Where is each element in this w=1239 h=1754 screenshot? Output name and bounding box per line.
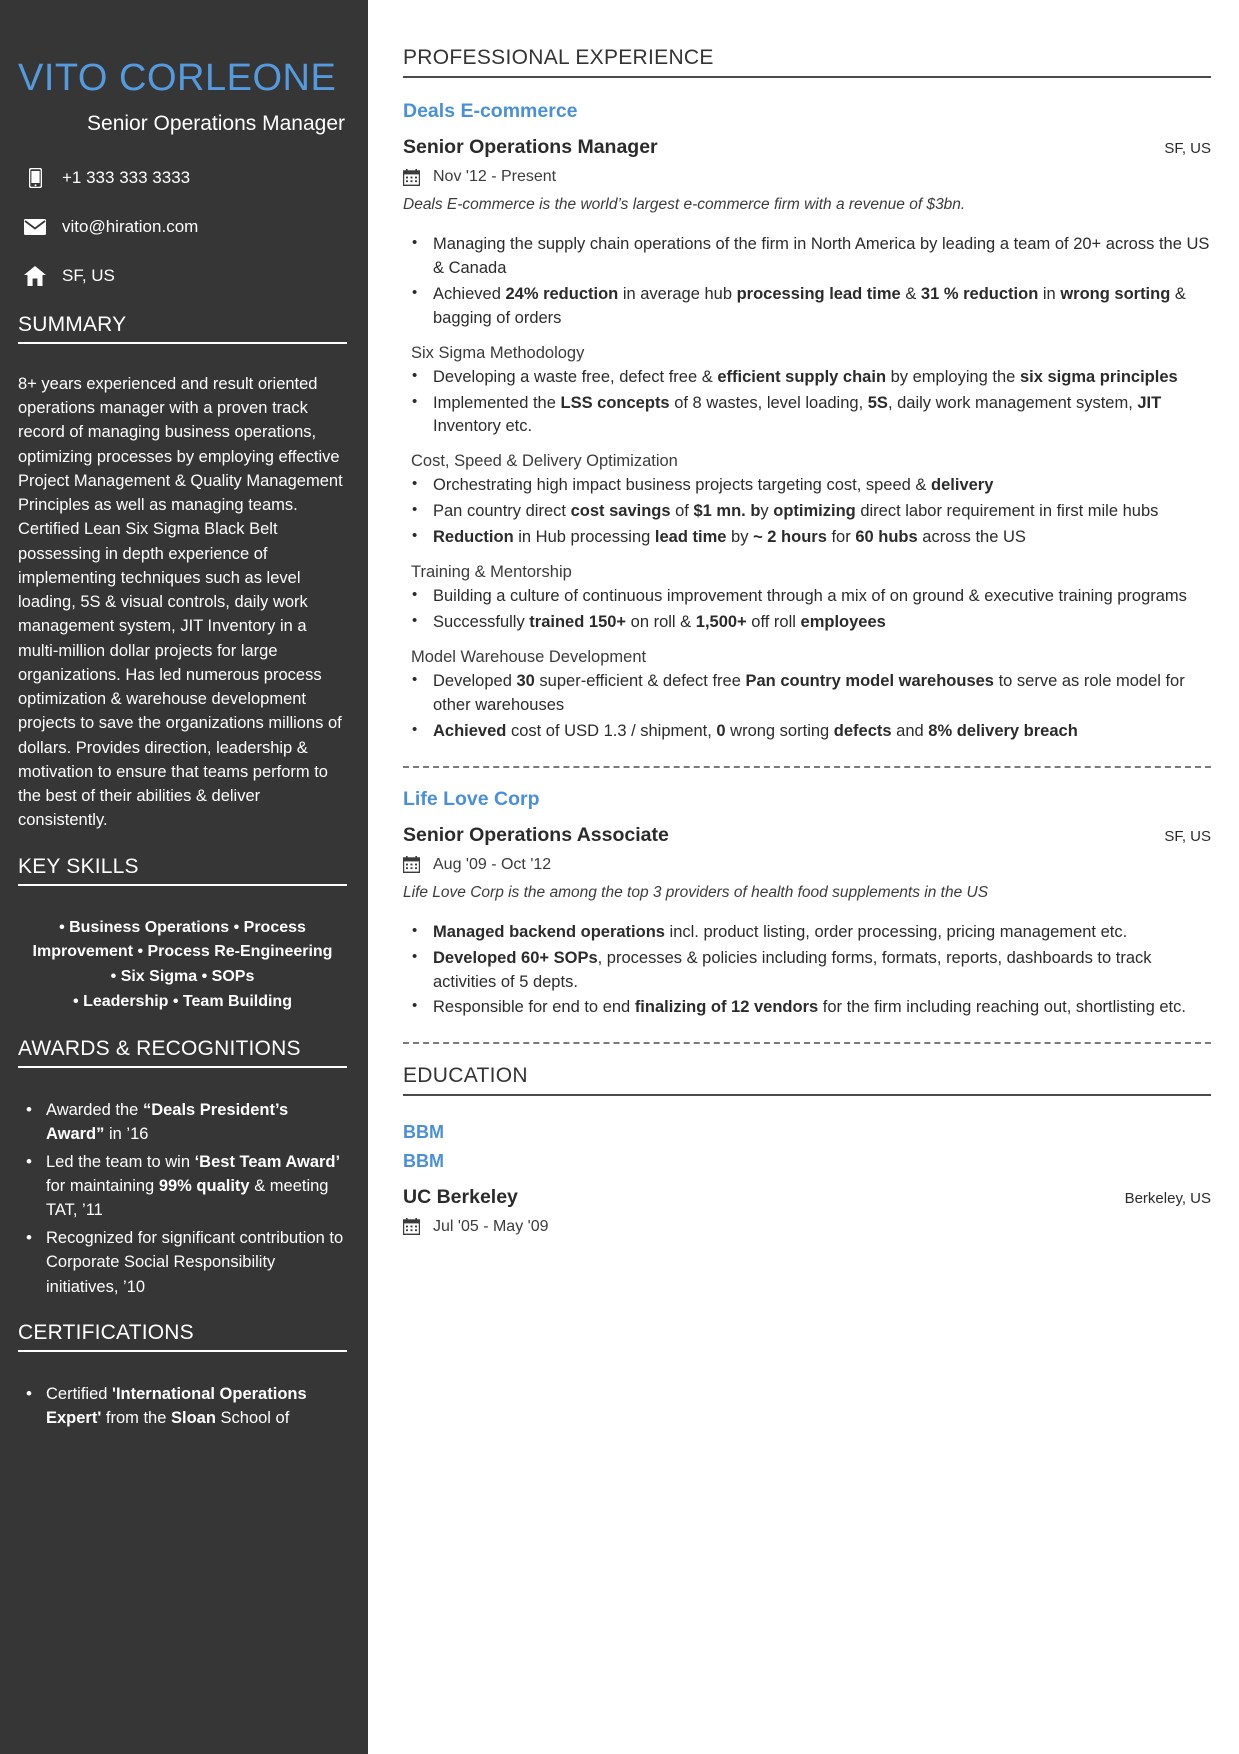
experience-divider — [403, 76, 1211, 78]
education-entry — [403, 1118, 1211, 1236]
awards-heading: AWARDS & RECOGNITIONS — [18, 1036, 301, 1060]
bullet-list — [403, 670, 1211, 744]
company-description: Life Love Corp is the among the top 3 providers of health food supplements in the US — [403, 883, 989, 901]
bullet-group-heading: Training & Mentorship — [411, 563, 572, 582]
summary-divider — [18, 342, 347, 344]
contact-location[interactable] — [18, 264, 347, 288]
date-row — [403, 856, 1211, 874]
location-text: SF, US — [62, 265, 115, 285]
role-title: Senior Operations Manager — [403, 136, 658, 158]
bullet-list — [403, 474, 1211, 550]
calendar-icon — [403, 1218, 421, 1235]
date-range: Aug '09 - Oct '12 — [433, 855, 552, 873]
list-item: • Successfully trained 150+ on roll & 1,500+ off roll employees — [403, 611, 1211, 635]
experience-entry — [403, 100, 1211, 768]
list-item: • Orchestrating high impact business projects targeting cost, speed & delivery — [403, 474, 1211, 498]
role-location: SF, US — [1164, 827, 1211, 845]
role-row — [403, 824, 1211, 847]
company-name: Deals E-commerce — [403, 100, 578, 122]
company-description: Deals E-commerce is the world’s largest e-commerce firm with a revenue of $3bn. — [403, 196, 966, 213]
date-range: Nov '12 - Present — [433, 168, 557, 185]
education-divider — [403, 1094, 1211, 1096]
certifications-heading: CERTIFICATIONS — [18, 1320, 194, 1344]
contact-phone[interactable] — [18, 166, 347, 190]
list-item: • Certified 'International Operations Expert' from the Sloan School of — [18, 1382, 347, 1431]
education-heading: EDUCATION — [403, 1064, 528, 1088]
date-row — [403, 1218, 1211, 1236]
role-row — [403, 136, 1211, 159]
home-icon — [18, 266, 52, 286]
key-skills-divider — [18, 884, 347, 886]
bullet-list — [403, 921, 1211, 1021]
summary-text: 8+ years experienced and result oriented operations manager with a proven track record of managing business operations, optimizing processes by employing effective Project Management & Quality Management Principles as well as managing teams. Certified Lean Six Sigma Black Belt possessing in depth experience of implementing techniques such as level loading, 5S & visual controls, daily work management system, JIT Inventory in a multi-million dollar projects for large organizations. Has led numerous process optimization & warehouse development projects to save the organizations millions of dollars. Provides direction, leadership & motivation to ensure that teams perform to the best of their abilities & deliver consistently. — [18, 374, 343, 830]
key-skill-line: • Business Operations • Process — [59, 918, 306, 936]
certifications-list — [18, 1382, 347, 1431]
bullet-group-heading: Model Warehouse Development — [411, 647, 647, 666]
bullet-list — [403, 366, 1211, 440]
experience-heading: PROFESSIONAL EXPERIENCE — [403, 46, 714, 69]
key-skills-list — [18, 914, 347, 1015]
experience-entry — [403, 788, 1211, 1045]
list-item: • Managing the supply chain operations of the firm in North America by leading a team of 20+ across the US & Canada — [403, 233, 1211, 281]
awards-list — [18, 1098, 347, 1299]
awards-divider — [18, 1066, 347, 1068]
bullet-group-heading: Cost, Speed & Delivery Optimization — [411, 452, 678, 471]
role-title: Senior Operations Associate — [403, 823, 669, 846]
envelope-icon — [18, 219, 52, 235]
sidebar — [0, 0, 368, 1754]
list-item: • Developed 60+ SOPs, processes & policies including forms, formats, reports, dashboards to track activities of 5 depts. — [403, 947, 1211, 995]
key-skills-heading: KEY SKILLS — [18, 854, 139, 878]
company-name: Life Love Corp — [403, 787, 540, 810]
list-item: • Achieved cost of USD 1.3 / shipment, 0 wrong sorting defects and 8% delivery breach — [403, 720, 1211, 744]
list-item: • Reduction in Hub processing lead time by ~ 2 hours for 60 hubs across the US — [403, 526, 1211, 550]
school-location: Berkeley, US — [1124, 1189, 1211, 1207]
candidate-name: VITO CORLEONE — [18, 57, 337, 99]
key-skill-line: • Leadership • Team Building — [73, 992, 292, 1010]
key-skill-line: Improvement • Process Re-Engineering — [32, 943, 333, 961]
education-list — [403, 1118, 1211, 1236]
school-name: UC Berkeley — [403, 1185, 518, 1208]
certifications-section — [18, 1321, 347, 1431]
awards-section — [18, 1037, 347, 1299]
summary-section — [18, 313, 347, 833]
list-item: • Implemented the LSS concepts of 8 wastes, level loading, 5S, daily work management system, JIT Inventory etc. — [403, 392, 1211, 440]
list-item: • Led the team to win ‘Best Team Award’ for maintaining 99% quality & meeting TAT, ’11 — [18, 1150, 347, 1223]
bullet-list — [403, 233, 1211, 331]
list-item: • Achieved 24% reduction in average hub processing lead time & 31 % reduction in wrong sorting & bagging of orders — [403, 283, 1211, 331]
list-item: • Awarded the “Deals President’s Award” in ’16 — [18, 1098, 347, 1147]
bullet-group-heading: Six Sigma Methodology — [411, 343, 585, 362]
candidate-job-title: Senior Operations Manager — [87, 111, 345, 135]
email-text: vito@hiration.com — [62, 216, 199, 236]
experience-list — [403, 100, 1211, 1044]
list-item: • Building a culture of continuous improvement through a mix of on ground & executive training programs — [403, 585, 1211, 609]
list-item: • Recognized for significant contribution to Corporate Social Responsibility initiatives, ’10 — [18, 1226, 347, 1299]
list-item: • Developed 30 super-efficient & defect free Pan country model warehouses to serve as role model for other warehouses — [403, 670, 1211, 718]
section-separator — [403, 1042, 1211, 1044]
contact-list — [18, 166, 347, 288]
list-item: • Responsible for end to end finalizing of 12 vendors for the firm including reaching out, shortlisting etc. — [403, 996, 1211, 1020]
bullet-list — [403, 585, 1211, 635]
summary-heading: SUMMARY — [18, 312, 127, 336]
certifications-divider — [18, 1350, 347, 1352]
role-location: SF, US — [1164, 140, 1211, 157]
degree-name: BBM — [403, 1151, 444, 1172]
main-column — [368, 0, 1239, 1754]
key-skills-section — [18, 855, 347, 1015]
list-item: • Pan country direct cost savings of $1 mn. by optimizing direct labor requirement in first mile hubs — [403, 500, 1211, 524]
phone-icon — [18, 168, 52, 188]
calendar-icon — [403, 856, 421, 873]
date-row — [403, 168, 1211, 186]
degree-name: BBM — [403, 1122, 444, 1143]
list-item: • Developing a waste free, defect free & efficient supply chain by employing the six sigma principles — [403, 366, 1211, 390]
contact-email[interactable] — [18, 215, 347, 239]
school-row — [403, 1186, 1211, 1209]
phone-text: +1 333 333 3333 — [62, 167, 191, 187]
list-item: • Managed backend operations incl. product listing, order processing, pricing management etc. — [403, 921, 1211, 945]
calendar-icon — [403, 169, 421, 186]
key-skill-line: • Six Sigma • SOPs — [110, 968, 255, 986]
section-separator — [403, 766, 1211, 768]
date-range: Jul '05 - May '09 — [433, 1217, 549, 1235]
